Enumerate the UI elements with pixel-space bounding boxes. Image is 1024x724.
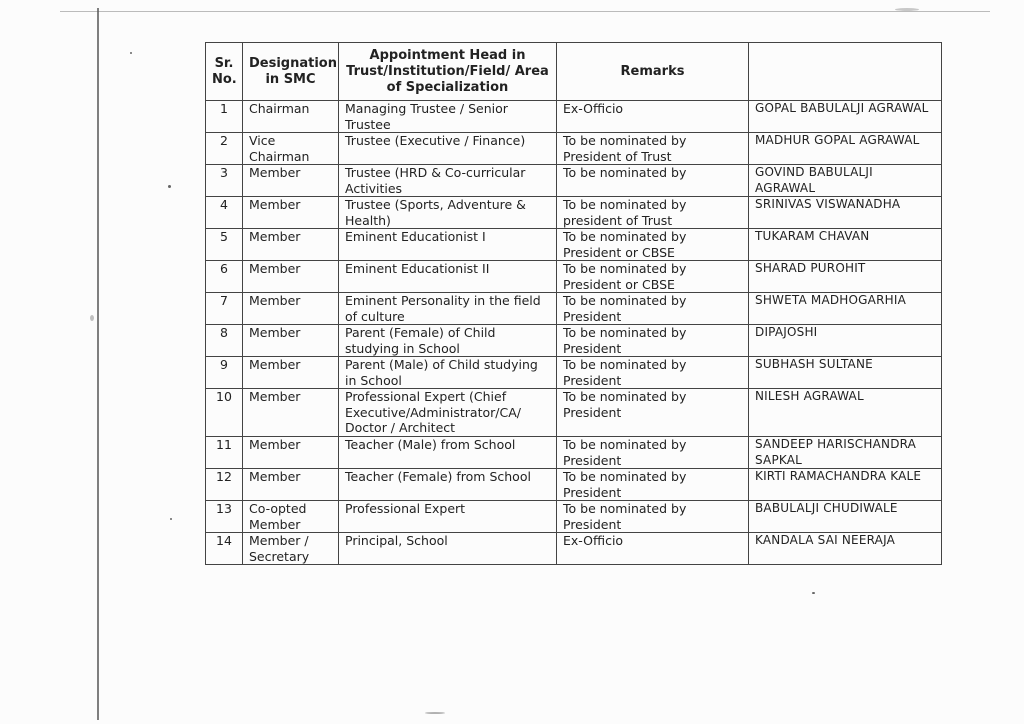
cell-sr-no: 1 xyxy=(206,101,243,133)
cell-designation: Member xyxy=(243,261,339,293)
header-designation: Designation in SMC xyxy=(243,43,339,101)
table-row xyxy=(206,325,942,357)
cell-appointment-head: Principal, School xyxy=(339,533,557,565)
table-row xyxy=(206,229,942,261)
cell-remarks: To be nominated by President xyxy=(557,389,749,437)
cell-designation: Member xyxy=(243,165,339,197)
cell-sr-no: 9 xyxy=(206,357,243,389)
cell-member-name: SUBHASH SULTANE xyxy=(749,357,942,389)
cell-remarks: To be nominated by president of Trust xyxy=(557,197,749,229)
cell-designation: Member xyxy=(243,293,339,325)
table-row xyxy=(206,133,942,165)
table-row xyxy=(206,389,942,437)
cell-appointment-head: Managing Trustee / Senior Trustee xyxy=(339,101,557,133)
cell-member-name: SHARAD PUROHIT xyxy=(749,261,942,293)
cell-sr-no: 3 xyxy=(206,165,243,197)
cell-designation: Member xyxy=(243,197,339,229)
cell-designation: Chairman xyxy=(243,101,339,133)
table-row xyxy=(206,293,942,325)
table-row xyxy=(206,261,942,293)
table-row xyxy=(206,101,942,133)
cell-remarks: To be nominated by President of Trust xyxy=(557,133,749,165)
cell-sr-no: 11 xyxy=(206,437,243,469)
table-row xyxy=(206,197,942,229)
cell-appointment-head: Trustee (Sports, Adventure & Health) xyxy=(339,197,557,229)
cell-designation: Member xyxy=(243,437,339,469)
cell-member-name: GOPAL BABULALJI AGRAWAL xyxy=(749,101,942,133)
scan-speck xyxy=(130,52,132,54)
cell-designation: Member xyxy=(243,469,339,501)
cell-sr-no: 5 xyxy=(206,229,243,261)
cell-remarks: To be nominated by President xyxy=(557,469,749,501)
cell-appointment-head: Professional Expert (Chief Executive/Administrator/CA/ Doctor / Architect xyxy=(339,389,557,437)
cell-designation: Vice Chairman xyxy=(243,133,339,165)
cell-appointment-head: Professional Expert xyxy=(339,501,557,533)
scan-speck xyxy=(168,185,171,188)
table-row xyxy=(206,437,942,469)
cell-sr-no: 10 xyxy=(206,389,243,437)
cell-sr-no: 13 xyxy=(206,501,243,533)
cell-appointment-head: Teacher (Male) from School xyxy=(339,437,557,469)
header-sr-no: Sr. No. xyxy=(206,43,243,101)
header-remarks: Remarks xyxy=(557,43,749,101)
cell-remarks: To be nominated by President xyxy=(557,357,749,389)
cell-member-name: DIPAJOSHI xyxy=(749,325,942,357)
cell-sr-no: 12 xyxy=(206,469,243,501)
scan-speck xyxy=(895,8,919,11)
table-row xyxy=(206,357,942,389)
table-row xyxy=(206,501,942,533)
cell-designation: Member xyxy=(243,229,339,261)
smc-members-table xyxy=(205,42,942,565)
cell-sr-no: 2 xyxy=(206,133,243,165)
cell-sr-no: 8 xyxy=(206,325,243,357)
cell-sr-no: 6 xyxy=(206,261,243,293)
cell-member-name: BABULALJI CHUDIWALE xyxy=(749,501,942,533)
cell-appointment-head: Trustee (HRD & Co-curricular Activities xyxy=(339,165,557,197)
scan-speck xyxy=(812,592,815,594)
cell-member-name: GOVIND BABULALJI AGRAWAL xyxy=(749,165,942,197)
table-row xyxy=(206,469,942,501)
scan-speck xyxy=(90,315,94,321)
cell-designation: Member xyxy=(243,357,339,389)
header-appointment-head: Appointment Head in Trust/Institution/Field/ Area of Specialization xyxy=(339,43,557,101)
cell-remarks: To be nominated by President xyxy=(557,293,749,325)
cell-member-name: TUKARAM CHAVAN xyxy=(749,229,942,261)
cell-remarks: To be nominated by President xyxy=(557,437,749,469)
scan-speck xyxy=(170,518,172,520)
cell-appointment-head: Eminent Personality in the field of culture xyxy=(339,293,557,325)
cell-appointment-head: Trustee (Executive / Finance) xyxy=(339,133,557,165)
cell-designation: Member xyxy=(243,389,339,437)
cell-member-name: SHWETA MADHOGARHIA xyxy=(749,293,942,325)
cell-member-name: SANDEEP HARISCHANDRA SAPKAL xyxy=(749,437,942,469)
cell-appointment-head: Eminent Educationist II xyxy=(339,261,557,293)
cell-designation: Member / Secretary xyxy=(243,533,339,565)
cell-remarks: To be nominated by President or CBSE xyxy=(557,229,749,261)
cell-member-name: MADHUR GOPAL AGRAWAL xyxy=(749,133,942,165)
cell-sr-no: 7 xyxy=(206,293,243,325)
cell-sr-no: 14 xyxy=(206,533,243,565)
cell-appointment-head: Parent (Male) of Child studying in School xyxy=(339,357,557,389)
header-name xyxy=(749,43,942,101)
cell-appointment-head: Eminent Educationist I xyxy=(339,229,557,261)
table-row xyxy=(206,165,942,197)
cell-remarks: To be nominated by xyxy=(557,165,749,197)
cell-designation: Member xyxy=(243,325,339,357)
cell-member-name: KIRTI RAMACHANDRA KALE xyxy=(749,469,942,501)
page-top-edge xyxy=(60,11,990,12)
cell-remarks: Ex-Officio xyxy=(557,533,749,565)
cell-remarks: To be nominated by President or CBSE xyxy=(557,261,749,293)
cell-remarks: To be nominated by President xyxy=(557,325,749,357)
cell-appointment-head: Teacher (Female) from School xyxy=(339,469,557,501)
cell-designation: Co-opted Member xyxy=(243,501,339,533)
table-header-row xyxy=(206,43,942,101)
cell-member-name: KANDALA SAI NEERAJA xyxy=(749,533,942,565)
cell-appointment-head: Parent (Female) of Child studying in School xyxy=(339,325,557,357)
cell-member-name: NILESH AGRAWAL xyxy=(749,389,942,437)
cell-remarks: Ex-Officio xyxy=(557,101,749,133)
cell-sr-no: 4 xyxy=(206,197,243,229)
cell-remarks: To be nominated by President xyxy=(557,501,749,533)
scan-speck xyxy=(425,712,445,714)
table-row xyxy=(206,533,942,565)
binder-margin-line xyxy=(97,8,99,720)
cell-member-name: SRINIVAS VISWANADHA xyxy=(749,197,942,229)
